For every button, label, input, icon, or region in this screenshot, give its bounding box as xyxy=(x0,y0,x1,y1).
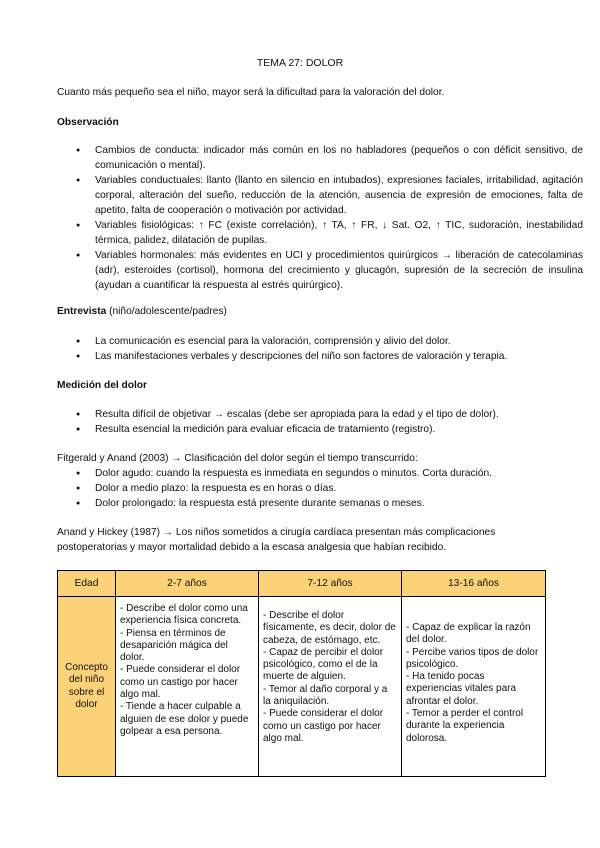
table-cell xyxy=(259,597,402,777)
table-header-cell: 7-12 años xyxy=(259,571,402,597)
medicion-list xyxy=(57,407,583,437)
page-title: TEMA 27: DOLOR xyxy=(256,57,344,69)
table-row xyxy=(58,597,546,777)
cell-text: - Describe el dolor como una experiencia física concreta. - Piensa en términos de desaparición mágica del dolor. - Puede considerar el dolor como un castigo por hacer algo mal. - Tiende a hacer culpable a alguien de ese dolor y puede golpear a esa persona. xyxy=(120,603,249,737)
medicion-heading: Medición del dolor xyxy=(57,380,147,391)
list-item: ● Variables fisiológicas: ↑ FC (existe correlación), ↑ TA, ↑ FR, ↓ Sat. O2, ↑ TIC, sudoración, inestabilidad térmica, palidez, dilatación de pupilas. xyxy=(95,218,583,248)
entrevista-list xyxy=(57,334,583,364)
intro-paragraph: Cuanto más pequeño sea el niño, mayor será la dificultad para la valoración del dolor. xyxy=(57,87,445,98)
fitgerald-list xyxy=(57,466,583,511)
list-item: ● Variables hormonales: más evidentes en UCI y procedimientos quirúrgicos → liberación de catecolaminas (adr), esteroides (cortisol), hormona del crecimiento y glucagón, supresión de la secreción de insulina (ayudan a cuantificar la respuesta al estrés quirúrgico). xyxy=(95,248,583,293)
anand-paragraph: Anand y Hickey (1987) → Los niños sometidos a cirugía cardíaca presentan más complicaciones postoperatorias y mayor mortalidad debido a la escasa analgesia que habían recibido. xyxy=(57,527,496,553)
table-header-cell: 2-7 años xyxy=(116,571,259,597)
list-item: ● Las manifestaciones verbales y descripciones del niño son factores de valoración y terapia. xyxy=(95,349,583,364)
table-cell xyxy=(116,597,259,777)
cell-text: - Capaz de explicar la razón del dolor. - Percibe varios tipos de dolor psicológico. - Ha tenido pocas experiencias vitales para afrontar el dolor. - Temor a perder el control durante la experiencia dolorosa. xyxy=(406,622,539,744)
table-cell xyxy=(402,597,546,777)
cell-text: - Describe el dolor físicamente, es decir, dolor de cabeza, de estómago, etc. - Capaz de percibir el dolor psicológico, como el de la muerte de alguien. - Temor al daño corporal y a la aniquilación. - Puede considerar el dolor como un castigo por hacer algo mal. xyxy=(263,610,396,744)
table-row-label: Concepto del niño sobre el dolor xyxy=(58,597,116,777)
list-item: ● Variables conductuales: llanto (llanto en silencio en intubados), expresiones faciales, irritabilidad, agitación corporal, alteración del sueño, reducción de la atención, ausencia de expresión de emociones, falta de apetito, falta de cooperación o motivación por actividad. xyxy=(95,173,583,218)
table-header-cell: 13-16 años xyxy=(402,571,546,597)
list-item: ● Dolor agudo: cuando la respuesta es inmediata en segundos o minutos. Corta duración. xyxy=(95,466,583,481)
list-item: ● La comunicación es esencial para la valoración, comprensión y alivio del dolor. xyxy=(95,334,583,349)
list-item: ● Dolor prolongado: la respuesta está presente durante semanas o meses. xyxy=(95,496,583,511)
fitgerald-paragraph: Fitgerald y Anand (2003) → Clasificación del dolor según el tiempo transcurrido: xyxy=(57,453,418,464)
list-item: ● Cambios de conducta: indicador más común en los no habladores (pequeños o con déficit sensitivo, de comunicación o mental). xyxy=(95,143,583,173)
table-header-cell: Edad xyxy=(58,571,116,597)
list-item: ● Resulta esencial la medición para evaluar eficacia de tratamiento (registro). xyxy=(95,422,583,437)
observacion-list xyxy=(57,143,583,293)
observacion-heading: Observación xyxy=(57,117,119,128)
entrevista-heading: Entrevista xyxy=(57,306,107,317)
age-pain-table xyxy=(57,570,546,777)
list-item: ● Resulta difícil de objetivar → escalas (debe ser apropiada para la edad y el tipo de dolor). xyxy=(95,407,583,422)
entrevista-heading-line xyxy=(57,304,547,319)
entrevista-subtitle: (niño/adolescente/padres) xyxy=(106,306,227,317)
table-header-row xyxy=(58,571,546,597)
list-item: ● Dolor a medio plazo: la respuesta es en horas o días. xyxy=(95,481,583,496)
